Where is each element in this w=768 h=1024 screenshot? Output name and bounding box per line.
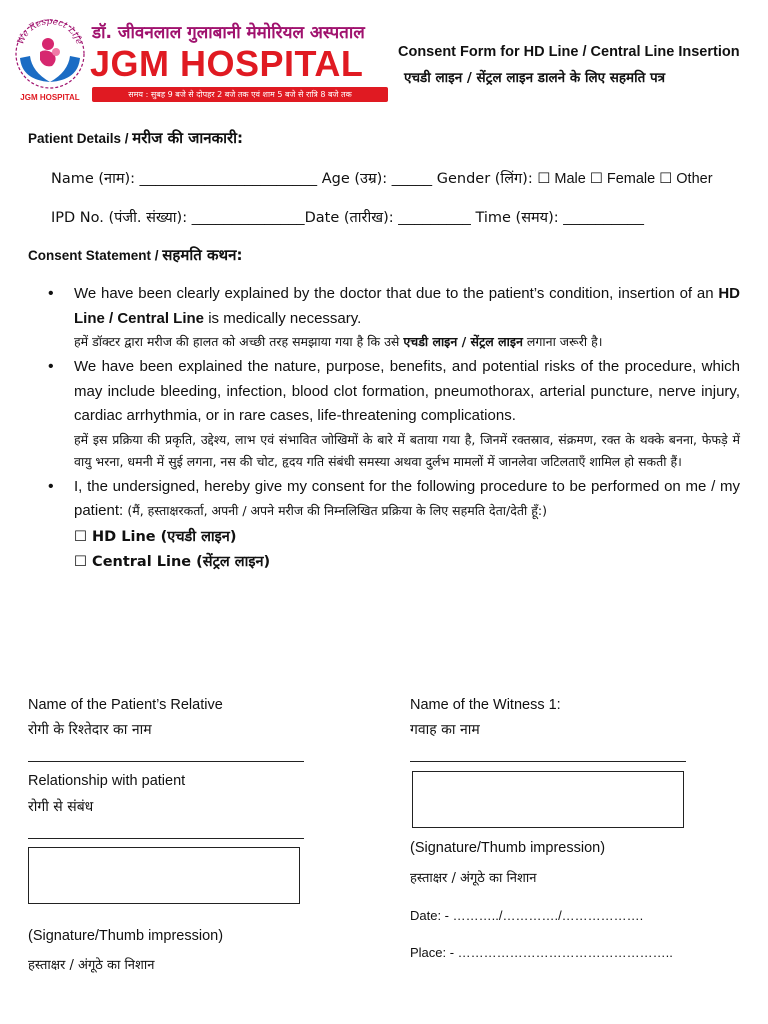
consent-bullets — [44, 282, 740, 578]
time-field[interactable]: __________ — [563, 210, 644, 226]
relative-name-label-en: Name of the Patient’s Relative — [28, 697, 223, 713]
option-central-line[interactable]: ☐ Central Line (सेंट्रल लाइन) — [74, 553, 271, 570]
witness-place-field[interactable]: Place: - ………………………………………….. — [410, 945, 673, 960]
hospital-name-hindi: डॉ. जीवनलाल गुलाबानी मेमोरियल अस्पताल — [92, 23, 365, 43]
bullet-2-english: • We have been explained the nature, purpose, benefits, and potential risks of the procedure, which may include bleeding, infection, blood clot formation, pneumothorax, arterial puncture, nerve injury, cardiac arrhythmia, or in rare cases, life-threatening complications. — [74, 358, 740, 424]
gender-label: Gender (लिंग): — [432, 171, 538, 187]
relationship-label-en: Relationship with patient — [28, 773, 186, 789]
hospital-logo — [12, 8, 88, 104]
witness-signature-box[interactable] — [412, 771, 684, 828]
consent-heading-hi: सहमति कथन: — [162, 246, 243, 264]
relative-signature-label-en: (Signature/Thumb impression) — [28, 928, 224, 944]
logo-caption: JGM HOSPITAL — [20, 93, 80, 102]
timings-bar: समय : सुबह 9 बजे से दोपहर 2 बजे तक एवं शाम 5 बजे से रात्रि 8 बजे तक — [92, 87, 388, 102]
name-age-gender-row — [51, 168, 713, 188]
ipd-label: IPD No. (पंजी. संख्या): — [51, 210, 192, 226]
patient-details-heading-en: Patient Details / — [28, 131, 133, 146]
hd-central-line-bold: HD Line / Central Line — [74, 285, 740, 327]
logo-emblem-icon — [12, 8, 88, 104]
relative-name-label-hi: रोगी के रिश्तेदार का नाम — [28, 722, 152, 738]
date-label: Date (तारीख): — [304, 210, 399, 226]
relative-signature-label-hi: हस्ताक्षर / अंगूठे का निशान — [28, 958, 155, 973]
gender-checkboxes[interactable]: ☐ Male ☐ Female ☐ Other — [537, 171, 713, 187]
bullet-1-english: • We have been clearly explained by the doctor that due to the patient’s condition, insertion of an HD Line / Central Line is medically necessary. — [74, 285, 740, 327]
bullet-3-hindi: (मैं, हस्ताक्षरकर्ता, अपनी / अपने मरीज की निम्नलिखित प्रक्रिया के लिए सहमति देता/देती हूँ:) — [127, 503, 547, 518]
bullet-risks — [44, 355, 740, 473]
witness-name-label-en: Name of the Witness 1: — [410, 697, 561, 713]
witness-signature-label-hi: हस्ताक्षर / अंगूठे का निशान — [410, 871, 537, 886]
name-field[interactable]: ______________________ — [139, 171, 318, 187]
age-field[interactable]: _____ — [391, 171, 433, 187]
witness-signature-label-en: (Signature/Thumb impression) — [410, 840, 606, 856]
relative-signature-box[interactable] — [28, 847, 300, 904]
logo-arc-text: We Respect Life — [16, 16, 84, 47]
bullet-3-english: I, the undersigned, hereby give my consent for the following procedure to be performed on me / my patient: — [74, 477, 740, 519]
bullet-1-hindi: हमें डॉक्टर द्वारा मरीज की हालत को अच्छी तरह समझाया गया है कि उसे एचडी लाइन / सेंट्रल लाइन लगाना जरूरी है। — [74, 334, 603, 349]
time-label: Time (समय): — [470, 210, 564, 226]
consent-heading-en: Consent Statement / — [28, 248, 163, 263]
patient-details-heading-hi: मरीज की जानकारी: — [132, 129, 244, 147]
form-title-english: Consent Form for HD Line / Central Line Insertion — [398, 44, 740, 60]
witness-name-label-hi: गवाह का नाम — [410, 722, 480, 738]
witness-date-field[interactable]: Date: - ………../…………./………………. — [410, 908, 644, 923]
ipd-date-time-row — [51, 207, 644, 227]
witness-name-line[interactable] — [410, 761, 686, 762]
ipd-field[interactable]: ______________ — [191, 210, 305, 226]
date-field[interactable]: _________ — [398, 210, 471, 226]
patient-details-heading — [28, 128, 243, 148]
relationship-line[interactable] — [28, 838, 304, 839]
relationship-label-hi: रोगी से संबंध — [28, 799, 94, 815]
relative-name-line[interactable] — [28, 761, 304, 762]
name-label: Name (नाम): — [51, 171, 140, 187]
bullet-2-hindi: हमें इस प्रक्रिया की प्रकृति, उद्देश्य, लाभ एवं संभावित जोखिमों के बारे में बताया गया है, जिनमें रक्तस्राव, संक्रमण, रक्त के थक्के बनना, फेफड़े में वायु भरना, धमनी में सुई लगना, नस की चोट, हृदय गति संबंधी समस्या अथवा दुर्लभ मामलों में जानलेवा जटिलताएँ शामिल हो सकती हैं। — [74, 431, 740, 469]
consent-statement-heading — [28, 245, 242, 265]
bullet-necessity — [44, 282, 740, 353]
hospital-name: JGM HOSPITAL — [90, 43, 364, 84]
form-title-hindi: एचडी लाइन / सेंट्रल लाइन डालने के लिए सहमति पत्र — [404, 70, 666, 86]
option-hd-line[interactable]: ☐ HD Line (एचडी लाइन) — [74, 528, 237, 545]
age-label: Age (उम्र): — [317, 171, 392, 187]
bullet-3-text — [74, 475, 740, 524]
bullet-consent — [44, 475, 740, 576]
